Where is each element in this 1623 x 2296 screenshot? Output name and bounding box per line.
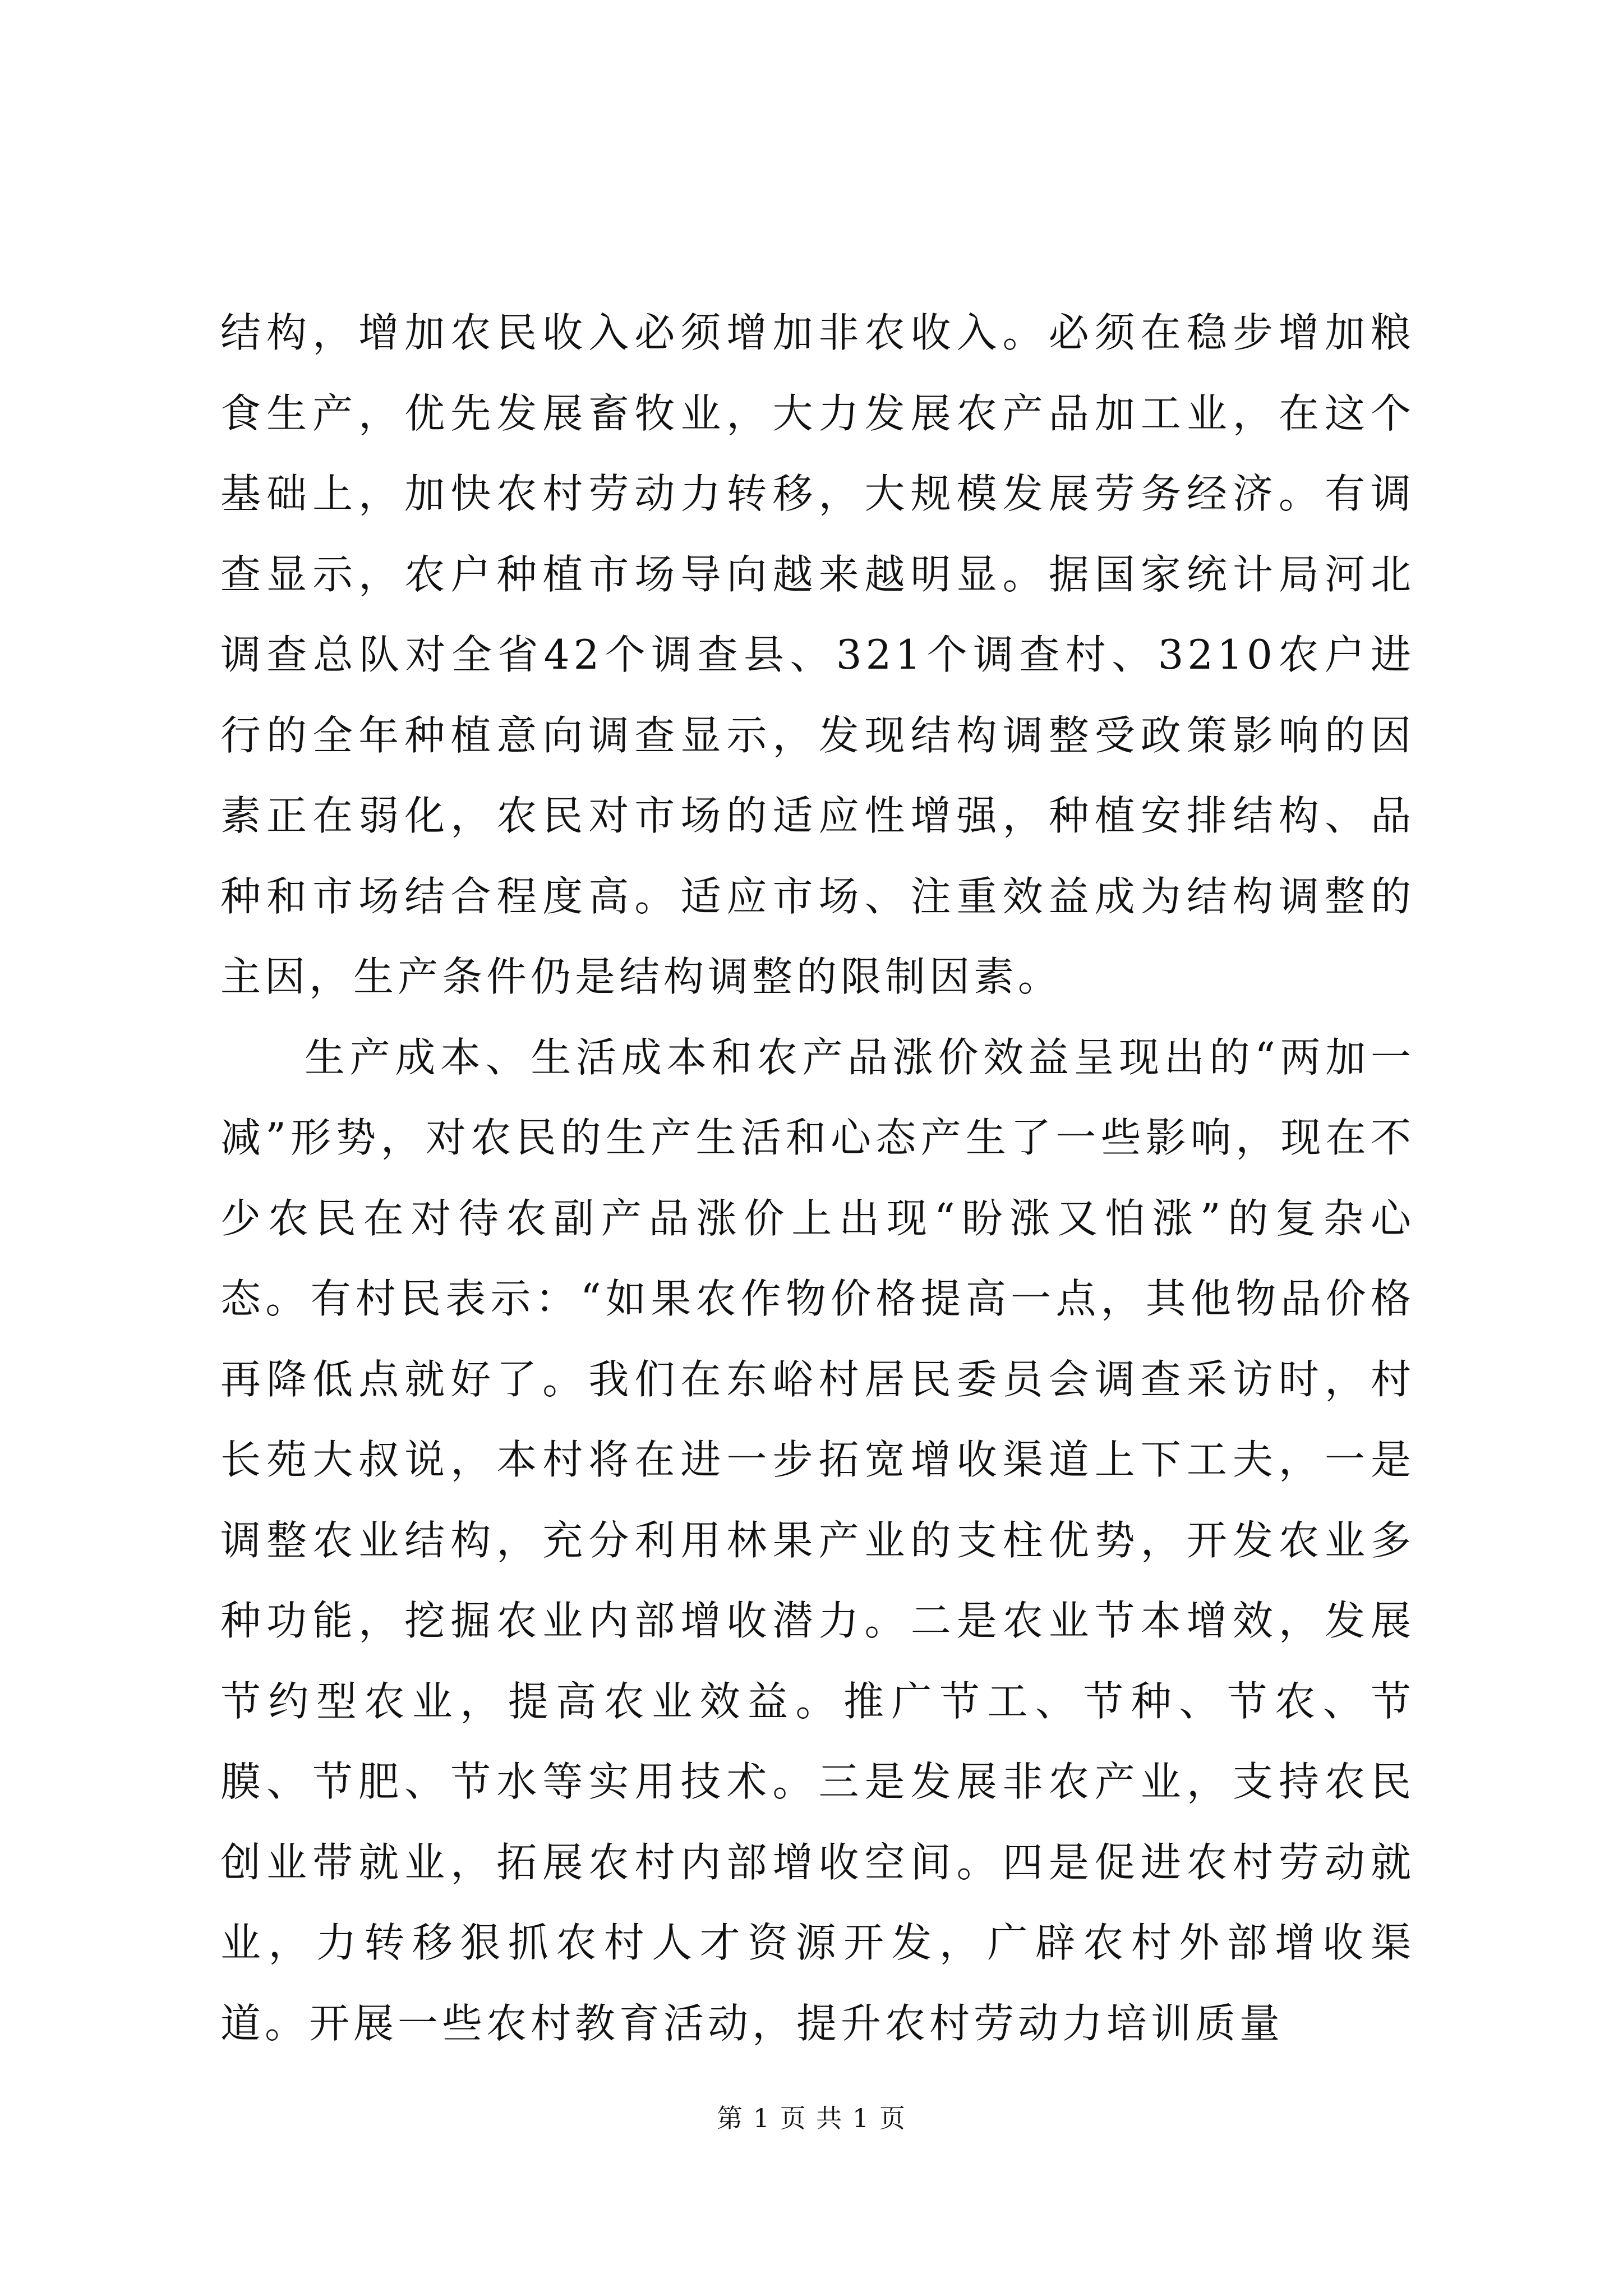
paragraph-1: 结构，增加农民收入必须增加非农收入。必须在稳步增加粮食生产，优先发展畜牧业，大力发展农产品加工业，在这个基础上，加快农村劳动力转移，大规模发展劳务经济。有调查显示，农户种植市场导向越来越明显。据国家统计局河北调查总队对全省42个调查县、321个调查村、3210农户进行的全年种植意向调查显示，发现结构调整受政策影响的因素正在弱化，农民对市场的适应性增强，种植安排结构、品种和市场结合程度高。适应市场、注重效益成为结构调整的主因，生产条件仍是结构调整的限制因素。: [220, 309, 1415, 1000]
document-body: [220, 293, 1415, 2064]
paragraph-2: 生产成本、生活成本和农产品涨价效益呈现出的“两加一减”形势，对农民的生产生活和心态产生了一些影响，现在不少农民在对待农副产品涨价上出现“盼涨又怕涨”的复杂心态。有村民表示：“如果农作物价格提高一点，其他物品价格再降低点就好了。我们在东峪村居民委员会调查采访时，村长苑大叔说，本村将在进一步拓宽增收渠道上下工夫，一是调整农业结构，充分利用林果产业的支柱优势，开发农业多种功能，挖掘农业内部增收潜力。二是农业节本增效，发展节约型农业，提高农业效益。推广节工、节种、节农、节膜、节肥、节水等实用技术。三是发展非农产业，支持农民创业带就业，拓展农村内部增收空间。四是促进农村劳动就业，力转移狠抓农村人才资源开发，广辟农村外部增收渠道。开展一些农村教育活动，提升农村劳动力培训质量: [220, 1033, 1415, 2047]
page-footer: 第 1 页 共 1 页: [717, 2103, 906, 2133]
